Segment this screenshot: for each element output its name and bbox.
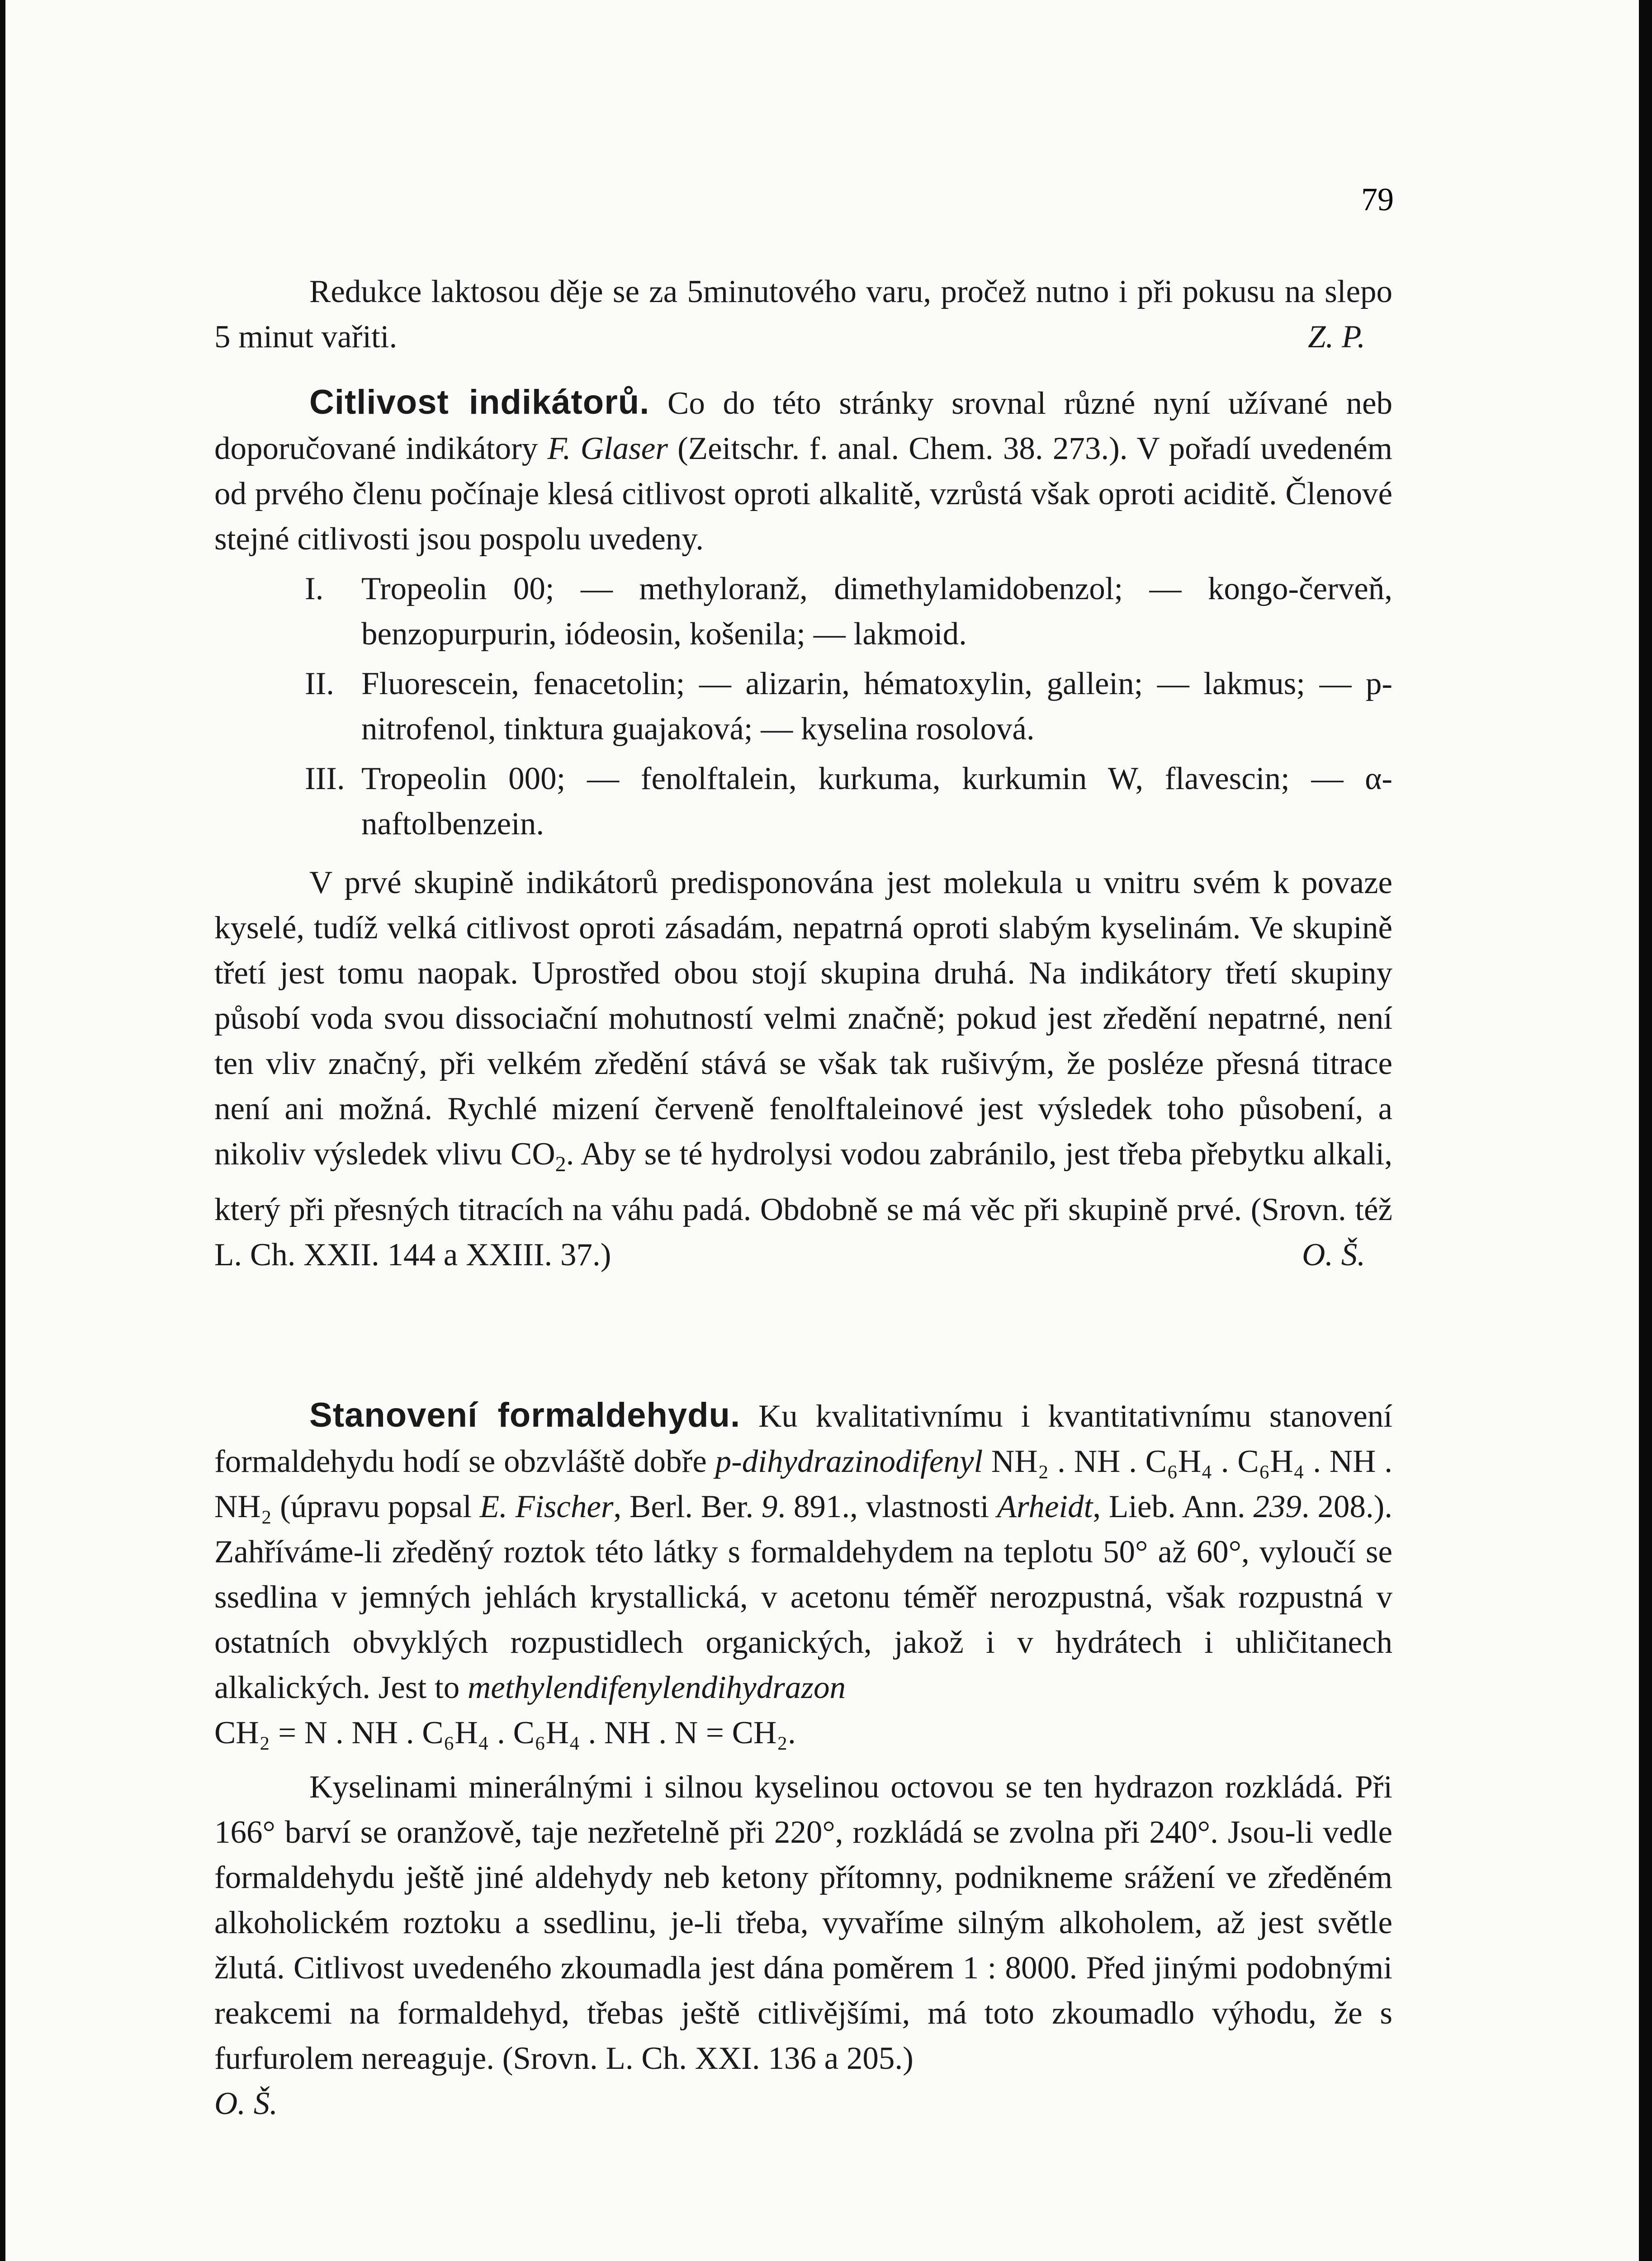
paragraph-hydrazon: Kyselinami minerálnými i silnou kyselinou octovou se ten hydrazon rozkládá. Při 166° barví se oranžově, taje nezřetelně při 220°, rozkládá se zvolna při 240°. Jsou-li vedle formaldehydu ještě jiné aldehydy neb ketony přítomny, podnikneme srážení ve zředěném alkoholickém roztoku a ssedlinu, je-li třeba, vyvaříme silným alkoholem, až jest světle žlutá. Citlivost uvedeného zkoumadla jest dána poměrem 1 : 8000. Před jinými podobnými reakcemi na formaldehyd, třebas ještě citlivějšími, má toto zkoumadlo výhodu, že s furfurolem nereaguje. (Srovn. L. Ch. XXI. 136 a 205.): [214, 1769, 1392, 2076]
chemical-formula: NH₂ . NH . C₆H₄ . C₆H₄ . NH . NH₂: [214, 1444, 1392, 1524]
paragraph-text: V prvé skupině indikátorů predisponována jest molekula u vnitru svém k povaze kyselé, tudíž velká citlivost oproti zásadám, nepatrná oproti slabým kyselinám. Ve skupině třetí jest tomu naopak. Uprostřed obou stojí skupina druhá. Na indikátory třetí skupiny působí voda svou dissociační mohutností velmi značně; pokud jest zředění nepatrné, není ten vliv značný, při velkém zředění stává se však tak rušivým, že posléze přesná titrace není ani možná. Rychlé mizení červeně fenolftaleinové jest výsledek toho působení, a nikoliv výsledek vlivu CO: [214, 865, 1392, 1172]
author-name: E. Fischer: [479, 1489, 614, 1524]
page-number: 79: [1361, 181, 1394, 218]
paragraph-text: . Aby se té hydrolysi vodou zabránilo, jest třeba přebytku alkali, který při přesných titracích na váhu padá. Obdobně se má věc při skupině prvé. (Srovn. též L. Ch. XXII. 144 a XXIII. 37.): [214, 1136, 1392, 1273]
section-indicators: [214, 380, 1392, 1277]
list-item-number: II.: [305, 666, 335, 701]
section-text: Co do této stránky srovnal různé nyní užívané neb doporučované indikátory: [214, 386, 1392, 466]
volume-number: 239: [1253, 1489, 1302, 1524]
compound-name: p-dihydrazinodifenyl: [715, 1444, 983, 1479]
list-item-text: Tropeolin 00; — methyloranž, dimethylamidobenzol; — kongo-červeň, benzopurpurin, iódeosin, košenila; — lakmoid.: [361, 571, 1392, 652]
section-heading: Citlivost indikátorů.: [309, 383, 650, 421]
chemical-formula: CH₂ = N . NH . C₆H₄ . C₆H₄ . NH . N = CH₂.: [214, 1715, 796, 1750]
indicator-groups-list: [214, 566, 1392, 847]
list-item-text: Tropeolin 000; — fenolftalein, kurkuma, kurkumin W, flavescin; — α-naftolbenzein.: [361, 761, 1392, 842]
volume-number: 9: [761, 1489, 778, 1524]
list-item: [214, 661, 1392, 752]
section-text: , Lieb. Ann.: [1093, 1489, 1254, 1524]
list-item: [214, 756, 1392, 847]
section-text: , Berl. Ber.: [613, 1489, 762, 1524]
page: [5, 0, 1639, 2261]
section-text: (úpravu popsal: [272, 1489, 480, 1524]
paragraph-text: Redukce laktosou děje se za 5minutového varu, pročež nutno i při pokusu na slepo 5 minut vařiti.: [214, 274, 1392, 355]
section-formaldehyde: [214, 1393, 1392, 2126]
section-text: (Zeitschr. f. anal. Chem. 38. 273.). V pořadí uvedeném od prvého členu počínaje klesá citlivost oproti alkalitě, vzrůstá však oproti aciditě. Členové stejné citlivosti jsou pospolu uvedeny.: [214, 431, 1392, 557]
section-heading: Stanovení formaldehydu.: [309, 1396, 741, 1434]
signature: Z. P.: [1308, 319, 1365, 355]
subscript: 2: [555, 1152, 566, 1177]
paragraph-indicator-groups: [214, 860, 1392, 1277]
section-text: . 208.). Zahříváme-li zředěný roztok této látky s formaldehydem na teplotu 50° až 60°, vyloučí se ssedlina v jemných jehlách krystallická, v acetonu téměř nerozpustná, však rozpustná v ostatních obvyklých rozpustidlech organických, jakož i v hydrátech i uhličitanech alkalických. Jest to: [214, 1489, 1392, 1705]
list-item-number: III.: [305, 761, 345, 796]
list-item-text: Fluorescein, fenacetolin; — alizarin, hématoxylin, gallein; — lakmus; — p-nitrofenol, tinktura guajaková; — kyselina rosolová.: [361, 666, 1392, 747]
section-text: Ku kvalitativnímu i kvantitativnímu stanovení formaldehydu hodí se obzvláště dobře: [214, 1399, 1393, 1479]
signature: O. Š.: [214, 2086, 278, 2121]
list-item-number: I.: [305, 571, 324, 606]
author-name: Arheidt: [997, 1489, 1093, 1524]
section-text: . 891., vlastnosti: [777, 1489, 997, 1524]
compound-name: methylendifenylendihydrazon: [467, 1670, 846, 1705]
author-name: F. Glaser: [547, 431, 668, 466]
paragraph-lactose: [214, 269, 1392, 359]
signature: O. Š.: [1302, 1237, 1365, 1273]
list-item: [214, 566, 1392, 657]
